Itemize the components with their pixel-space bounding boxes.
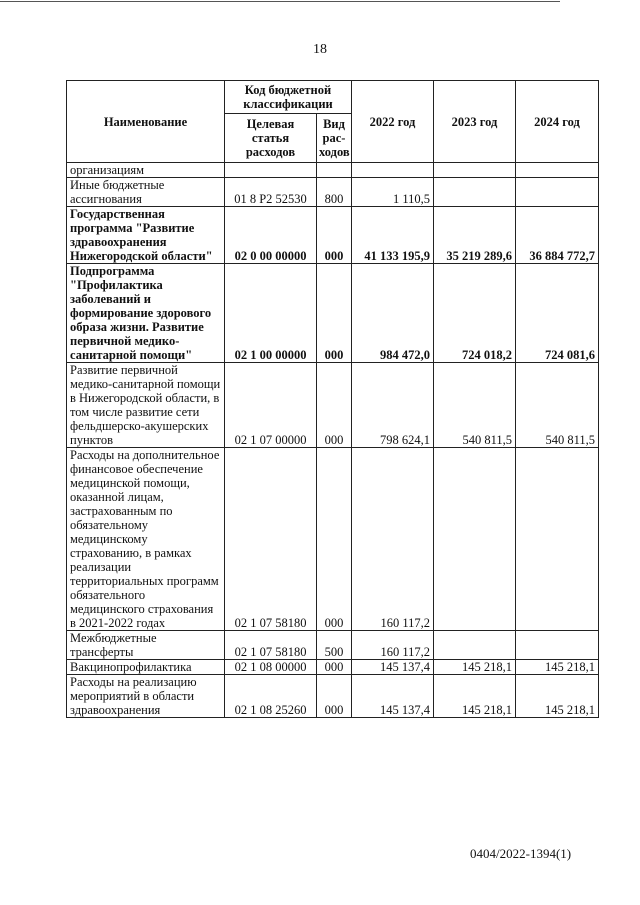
- cell-2022: 1 110,5: [352, 178, 434, 207]
- table-row: [67, 660, 599, 675]
- cell-type: 500: [317, 631, 352, 660]
- cell-name: Расходы на дополнительное финансовое обеспечение медицинской помощи, оказанной лицам, застрахованным по обязательному медицинскому страхованию, в рамках реализации территориальных программ обязательного медицинского страхования в 2021-2022 годах: [67, 448, 225, 631]
- cell-type: 000: [317, 264, 352, 363]
- cell-name: Подпрограмма "Профилактика заболеваний и формирование здорового образа жизни. Развитие первичной медико-санитарной помощи": [67, 264, 225, 363]
- cell-2024: 36 884 772,7: [516, 207, 599, 264]
- cell-2023: 724 018,2: [434, 264, 516, 363]
- table-row: [67, 163, 599, 178]
- cell-target: 02 1 07 00000: [225, 363, 317, 448]
- cell-type: [317, 163, 352, 178]
- cell-target: 01 8 P2 52530: [225, 178, 317, 207]
- cell-2022: 145 137,4: [352, 660, 434, 675]
- cell-2023: 35 219 289,6: [434, 207, 516, 264]
- cell-2024: 540 811,5: [516, 363, 599, 448]
- cell-2022: 145 137,4: [352, 675, 434, 718]
- cell-2022: [352, 163, 434, 178]
- table-body: [67, 163, 599, 718]
- header-target: Целевая статья расходов: [225, 114, 317, 163]
- cell-name: Расходы на реализацию мероприятий в области здравоохранения: [67, 675, 225, 718]
- header-2024: 2024 год: [516, 81, 599, 163]
- cell-2024: [516, 163, 599, 178]
- table-row: [67, 448, 599, 631]
- budget-table: [66, 80, 599, 718]
- table-row: [67, 631, 599, 660]
- top-rule: [0, 1, 560, 2]
- cell-name: Межбюджетные трансферты: [67, 631, 225, 660]
- table-row: [67, 363, 599, 448]
- cell-2023: [434, 163, 516, 178]
- cell-name: Развитие первичной медико-санитарной помощи в Нижегородской области, в том числе развитие сети фельдшерско-акушерских пунктов: [67, 363, 225, 448]
- header-code-group: Код бюджетной классификации: [225, 81, 352, 114]
- table-row: [67, 264, 599, 363]
- cell-2022: 798 624,1: [352, 363, 434, 448]
- cell-2024: 145 218,1: [516, 675, 599, 718]
- header-type: Вид рас- ходов: [317, 114, 352, 163]
- table-row: [67, 675, 599, 718]
- cell-2023: [434, 631, 516, 660]
- cell-name: Вакцинопрофилактика: [67, 660, 225, 675]
- cell-name: Государственная программа "Развитие здравоохранения Нижегородской области": [67, 207, 225, 264]
- cell-target: 02 1 07 58180: [225, 448, 317, 631]
- cell-2023: 145 218,1: [434, 660, 516, 675]
- cell-target: 02 1 00 00000: [225, 264, 317, 363]
- header-2023: 2023 год: [434, 81, 516, 163]
- cell-target: 02 0 00 00000: [225, 207, 317, 264]
- cell-type: 000: [317, 363, 352, 448]
- cell-2024: 724 081,6: [516, 264, 599, 363]
- table-row: [67, 178, 599, 207]
- cell-2024: [516, 448, 599, 631]
- header-name: Наименование: [67, 81, 225, 163]
- cell-type: 000: [317, 675, 352, 718]
- cell-2022: 984 472,0: [352, 264, 434, 363]
- cell-2024: [516, 631, 599, 660]
- header-2022: 2022 год: [352, 81, 434, 163]
- cell-2022: 160 117,2: [352, 631, 434, 660]
- cell-target: 02 1 07 58180: [225, 631, 317, 660]
- cell-type: 000: [317, 207, 352, 264]
- page-number: 18: [313, 42, 327, 57]
- cell-2023: 540 811,5: [434, 363, 516, 448]
- cell-target: [225, 163, 317, 178]
- cell-type: 800: [317, 178, 352, 207]
- cell-type: 000: [317, 448, 352, 631]
- cell-target: 02 1 08 00000: [225, 660, 317, 675]
- cell-2024: 145 218,1: [516, 660, 599, 675]
- cell-name: организациям: [67, 163, 225, 178]
- cell-target: 02 1 08 25260: [225, 675, 317, 718]
- table-row: [67, 207, 599, 264]
- cell-2023: [434, 178, 516, 207]
- cell-2023: 145 218,1: [434, 675, 516, 718]
- cell-2023: [434, 448, 516, 631]
- cell-2024: [516, 178, 599, 207]
- header-row-top: [67, 81, 599, 114]
- cell-name: Иные бюджетные ассигнования: [67, 178, 225, 207]
- cell-2022: 160 117,2: [352, 448, 434, 631]
- cell-2022: 41 133 195,9: [352, 207, 434, 264]
- cell-type: 000: [317, 660, 352, 675]
- document-code: 0404/2022-1394(1): [470, 846, 572, 861]
